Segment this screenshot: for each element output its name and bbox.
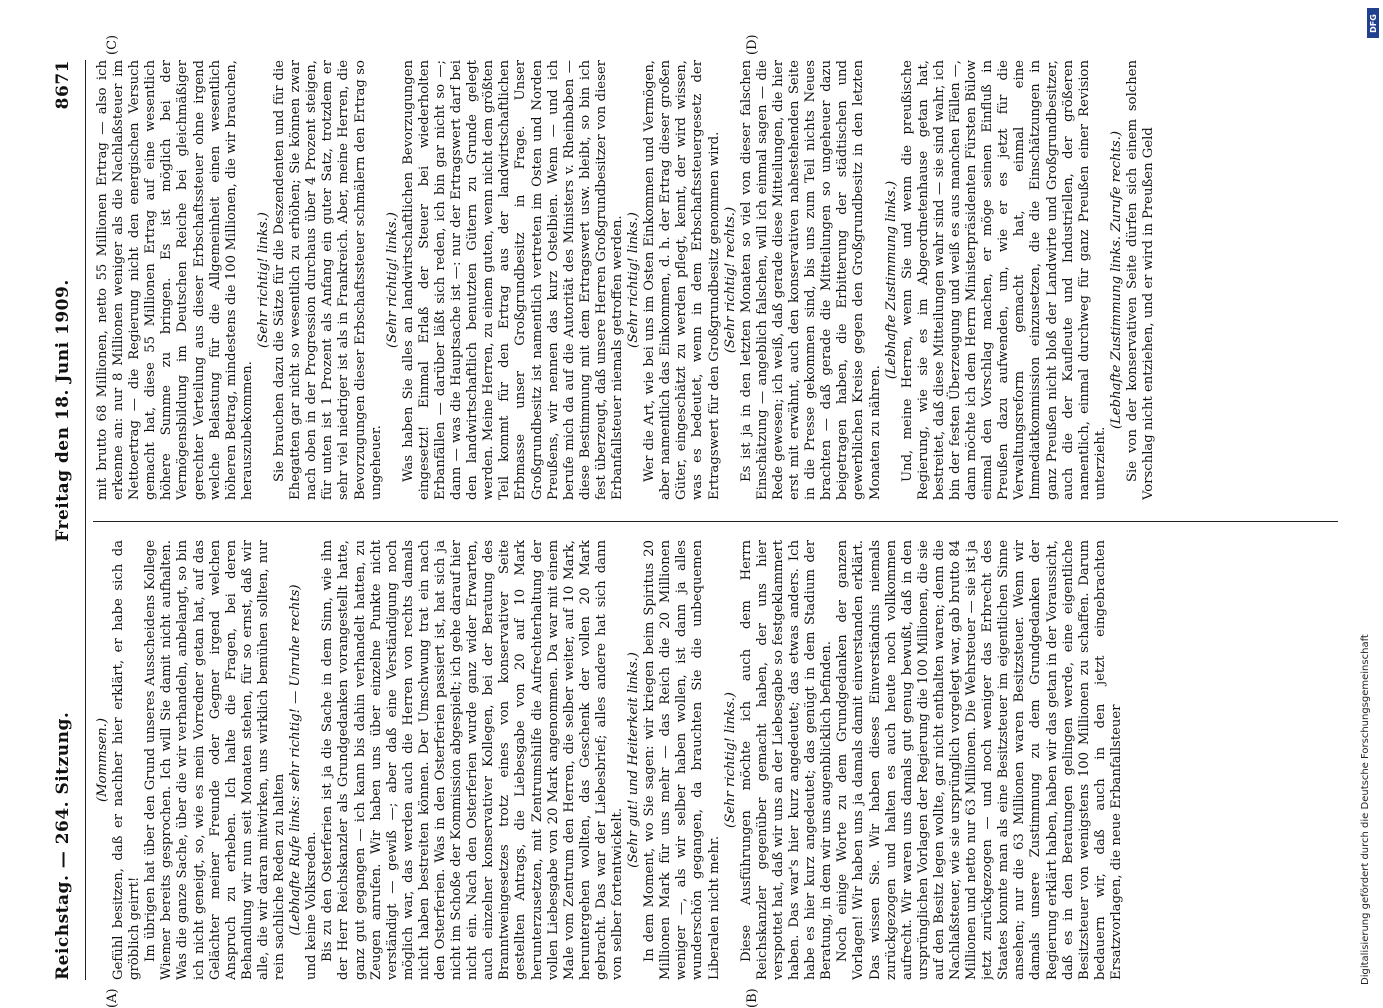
interjection: (Sehr richtig! links.) <box>255 212 271 348</box>
page-number: 8671 <box>53 60 73 110</box>
right-column <box>95 60 1335 500</box>
paragraph: Wer die Art, wie bei uns im Osten Einkommen und Vermögen, aber namentlich das Einkommen, d. h. der Ertrag dieser großen Güter, eingeschätzt zu werden pflegt, kennt, der wird wissen, was es bedeutet, wenn in dem Erbschaftssteuergesetz der Ertragswert für den Großgrundbesitz genommen wird. <box>642 60 722 500</box>
dfg-logo-text: DFG <box>1368 13 1378 33</box>
paragraph: Sie brauchen dazu die Sätze für die Deszendenten und für die Ehegatten gar nicht so wesentlich zu erhöhen; Sie können zwar nach oben in der Progression durchaus über 4 Prozent steigen, für unten ist 1 Prozent als Anfang ein guter Satz, trotzdem er sehr viel niedriger ist als in Frankreich. Aber, meine Herren, die Bevorzugungen dieser Erbschaftssteuer schmälern den Ertrag so ungeheuer. <box>272 60 384 500</box>
paragraph: Noch einige Worte zu dem Grundgedanken der ganzen Vorlagen! Wir haben uns ja damals damit einverstanden erklärt. Das wissen Sie. Wir haben dieses Einverständnis niemals zurückgezogen und halten es auch heute noch vollkommen aufrecht. Wir waren uns damals gut genug bewußt, daß in den ursprünglichen Vorlagen der Regierung die 100 Millionen, die sie auf den Besitz legen wollte, gar nicht enthalten waren; denn die Nachlaßsteuer, wie sie ursprünglich vorgelegt war, gab brutto 84 Millionen und netto nur 63 Millionen. Die Wehrsteuer — sie ist ja jetzt zurückgezogen — und noch weniger das Erbrecht des Staates konnte man als eine Besitzsteuer im eigentlichen Sinne ansehen; nur die 63 Millionen waren Besitzsteuer. Wenn wir damals unsere Zustimmung zu dem Grundgedanken der Regierung erklärt haben, haben wir das getan in der Voraussicht, daß es in den Beratungen gelingen werde, eine eigentliche Besitzsteuer von wenigstens 100 Millionen zu schaffen. Darum bedauern wir, daß auch in den jetzt eingebrachten Ersatzvorlagen, die neue Erbanfallsteuer <box>835 540 1124 980</box>
left-column <box>95 540 1335 980</box>
paragraph: mit brutto 68 Millionen, netto 55 Millionen Ertrag — also ich erkenne an: nur 8 Millionen weniger als die Nachlaßsteuer im Nettoertrag — die Regierung nicht den energischen Versuch gemacht hat, diese 55 Millionen Ertrag auf eine wesentlich höhere Summe zu bringen. Es ist möglich bei der Vermögensbildung im Deutschen Reiche bei gleichmäßiger gerechter Verteilung aus dieser Erbschaftssteuer ohne irgend welche Belastung für die Allgemeinheit einen wesentlich höheren Betrag, mindestens die 100 Millionen, die wir brauchen, herauszubekommen. <box>95 60 255 500</box>
interjection: (Sehr gut! und Heiterkeit links.) <box>626 652 642 868</box>
paragraph: Diese Ausführungen möchte ich auch dem Herrn Reichskanzler gegenüber gemacht haben, der uns hier verspottet hat, daß wir uns an der Liebesgabe so festgeklammert haben. Das war's hier kurz angedeutet; das etwas anders. Ich habe es hier kurz angedeutet; das genügt in dem Stadium der Beratung, in dem wir uns augenblicklich befinden. <box>738 540 835 980</box>
paragraph: Es ist ja in den letzten Monaten so viel von dieser falschen Einschätzung — angeblich falschen, will ich einmal sagen — die Rede gewesen; ich weiß, daß gerade diese Mitteilungen, die hier erst mit erwähnt, auch den konservativen nahestehenden Seite in die Presse gekommen sind, bis uns zum Teil nichts Neues brachten — daß gerade die Mitteilungen so ungeheuer dazu beigetragen haben, die Erbitterung der städtischen und gewerblichen Kreise gegen den Großgrundbesitz in den letzten Monaten zu nähren. <box>738 60 883 500</box>
paragraph: Bis zu den Osterferien ist ja die Sache in dem Sinn, wie ihn der Herr Reichskanzler als Grundgedanken vorangestellt hatte, ganz gut gegangen — ich kann bis dahin verhandelt hatten, zu Zeugen anrufen. Wir haben uns über einzelne Punkte nicht verständigt — gewiß —; aber daß eine Verständigung noch möglich war, das werden auch die Herren von rechts damals nicht haben bestreiten können. Der Umschwung trat ein nach den Osterferien. Was in den Osterferien passiert ist, hat sich ja nicht im Schoße der Kommission abgespielt; ich gehe darauf hier nicht ein. Nach den Osterferien wurde ganz wider Erwarten, auch einzelner konservativer Kollegen, bei der Beratung des Branntweingesetzes trotz eines von konservativer Seite gestellten Antrags, die Liebesgabe von 20 auf 10 Mark herunterzusetzen, mit Zentrumshilfe die Aufrechterhaltung der vollen Liebesgabe von 20 Mark angenommen. Da war mit einem Male vom Zentrum den Herren, die selber weiter, auf 10 Mark, heruntergehen wollten, das Geschenk der vollen 20 Mark gebracht. Das war der Liebesbrief; alles andere hat sich dann von selber fortentwickelt. <box>320 540 625 980</box>
margin-marker-c: (C) <box>105 34 120 55</box>
paragraph: und keine Volksreden. <box>304 831 320 980</box>
dfg-logo <box>1367 8 1379 38</box>
interjection: (Lebhafte Rufe links: sehr richtig! — Unruhe rechts) <box>288 584 304 936</box>
rotated-page <box>45 34 1345 1008</box>
header-rule <box>85 60 86 980</box>
margin-marker-a: (A) <box>105 988 120 1008</box>
interjection: (Lebhafte Zustimmung links. Zurufe rechts.) <box>1108 130 1124 430</box>
interjection: (Sehr richtig! rechts.) <box>722 206 738 354</box>
page-header <box>45 60 81 980</box>
interjection: (Mommsen.) <box>95 718 110 802</box>
interjection: (Sehr richtig! links.) <box>722 692 738 828</box>
interjection: (Sehr richtig! links.) <box>384 212 400 348</box>
interjection: (Sehr richtig! links.) <box>626 212 642 348</box>
digitization-note: Digitalisierung gefördert durch die Deutsche Forschungsgemeinschaft <box>1360 634 1371 985</box>
paragraph: Im übrigen hat über den Grund unseres Ausscheidens Kollege Wiemer bereits gesprochen. Ich will Sie damit nicht aufhalten. Was die ganze Sache, über die wir verhandeln, anbelangt, so bin ich nicht geneigt, so, wie es mein Vorredner getan hat, auf das Gelächter meiner Freunde oder Gegner irgend welchen Anspruch zu erheben. Ich halte die Fragen, bei deren Behandlung wir nun seit Monaten stehen, für so ernst, daß wir alle, die wir daran mitwirken, uns wirklich bemühen sollten, nur rein sachliche Reden zu halten <box>143 540 288 980</box>
paragraph: Was haben Sie alles an landwirtschaftlichen Bevorzugungen eingesetzt! Einmal Erlaß der Steuer bei wiederholten Erbanfällen — darüber läßt sich reden, ich bin gar nicht so —; dann — was die Hauptsache ist —: nur der Ertragswert darf bei den landwirtschaftlich benutzten Gütern zu Grunde gelegt werden. Meine Herren, zu einem guten, wenn nicht dem größten Teil kommt für den Ertrag aus der landwirtschaftlichen Erbmasse unser Großgrundbesitz in Frage. Unser Großgrundbesitz ist namentlich vertreten im Osten und Norden Preußens, wir nennen das kurz Ostelbien. Wenn — und ich berufe mich da auf die Autorität des Ministers v. Rheinbaben — diese Bestimmung mit dem Ertragswert usw. bleibt, so bin ich fest überzeugt, daß unsere Herren Großgrundbesitzer von dieser Erbanfallsteuer niemals getroffen werden. <box>400 60 625 500</box>
paragraph: Sie von der konservativen Seite dürfen sich einem solchen Vorschlag nicht entziehen, und er wird in Preußen Geld <box>1125 60 1157 500</box>
paragraph: In dem Moment, wo Sie sagen: wir kriegen beim Spiritus 20 Millionen Mark für uns mehr — das Reich die 20 Millionen weniger —, als wir selber haben wollen, ist dann ja alles wunderschön gegangen, da brauchten Sie die unbequemen Liberalen nicht mehr. <box>642 540 722 980</box>
header-section: Reichstag. — 264. Sitzung. <box>53 711 73 980</box>
paragraph: Gefühl besitzen, daß er nachher hier erklärt, er habe sich da gröblich geirrt! <box>111 540 143 980</box>
margin-marker-d: (D) <box>745 34 760 55</box>
margin-marker-b: (B) <box>745 988 760 1008</box>
column-divider <box>93 521 1338 522</box>
paragraph: Und, meine Herren, wenn Sie und wenn die preußische Regierung, wie sie es im Abgeordnetenhause getan hat, bestreitet, daß diese Mitteilungen wahr sind — sie sind wahr, ich bin der festen Überzeugung und weiß es aus manchen Fällen —, dann möchte ich dem Herrn Ministerpräsidenten Fürsten Bülow einmal den Vorschlag machen, er möge seinen Einfluß in Preußen dazu aufwenden, um, wie er es jetzt für die Verwaltungsreform gemacht hat, einmal eine Immediatkommission einzusetzen, die die Einschätzungen in ganz Preußen nicht bloß der Landwirte und Großgrundbesitzer, auch die der Kaufleute und Industriellen, der größeren namentlich, einmal durchweg für ganz Preußen einer Revision unterzieht. <box>899 60 1108 500</box>
interjection: (Lebhafte Zustimmung links.) <box>883 180 899 380</box>
header-date: Freitag den 18. Juni 1909. <box>53 279 73 542</box>
